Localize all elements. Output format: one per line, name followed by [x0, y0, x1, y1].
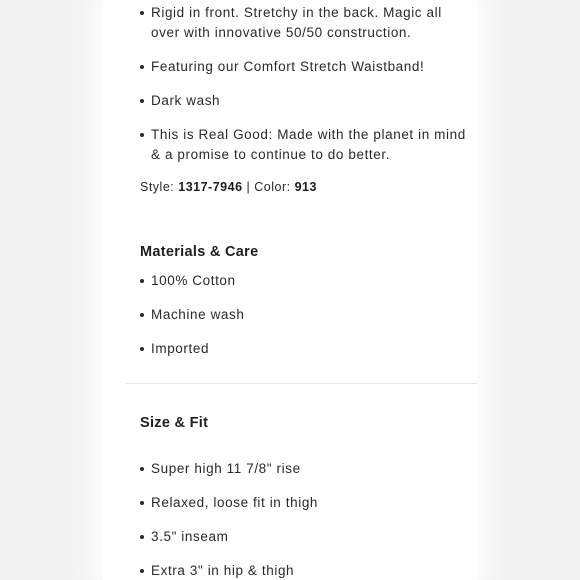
bullet-icon	[140, 65, 144, 69]
bullet-icon	[140, 313, 144, 317]
list-item	[141, 339, 471, 359]
list-item-text: Super high 11 7/8" rise	[151, 461, 301, 476]
color-label: Color:	[254, 180, 291, 194]
list-item	[141, 459, 471, 479]
bullet-icon	[140, 133, 144, 137]
section-divider	[125, 383, 477, 384]
list-item	[141, 305, 471, 325]
list-item-text: 100% Cotton	[151, 273, 236, 288]
style-color-info	[140, 178, 317, 196]
list-item-text: Extra 3" in hip & thigh	[151, 563, 295, 578]
bullet-icon	[140, 535, 144, 539]
list-item	[141, 91, 471, 111]
list-item-text: Rigid in front. Stretchy in the back. Magic all over with innovative 50/50 construction.	[151, 5, 442, 40]
bullet-icon	[140, 501, 144, 505]
style-number: 1317-7946	[178, 180, 243, 194]
list-item	[141, 561, 471, 580]
list-item-text: Relaxed, loose fit in thigh	[151, 495, 319, 510]
style-label: Style:	[140, 180, 175, 194]
list-item-text: 3.5" inseam	[151, 529, 229, 544]
bullet-icon	[140, 279, 144, 283]
list-item	[141, 527, 471, 547]
color-code: 913	[294, 180, 317, 194]
list-item	[141, 3, 471, 43]
list-item-text: This is Real Good: Made with the planet in mind & a promise to continue to do better.	[151, 127, 466, 162]
list-item-text: Dark wash	[151, 93, 221, 108]
list-item-text: Featuring our Comfort Stretch Waistband!	[151, 59, 425, 74]
meta-separator: |	[246, 180, 251, 194]
list-item	[141, 271, 471, 291]
size-fit-heading: Size & Fit	[140, 415, 209, 431]
list-item-text: Machine wash	[151, 307, 245, 322]
bullet-icon	[140, 99, 144, 103]
bullet-icon	[140, 11, 144, 15]
list-item-text: Imported	[151, 341, 210, 356]
bullet-icon	[140, 467, 144, 471]
list-item	[141, 125, 471, 165]
materials-care-heading: Materials & Care	[140, 244, 259, 260]
bullet-icon	[140, 569, 144, 573]
list-item	[141, 493, 471, 513]
list-item	[141, 57, 471, 77]
bullet-icon	[140, 347, 144, 351]
